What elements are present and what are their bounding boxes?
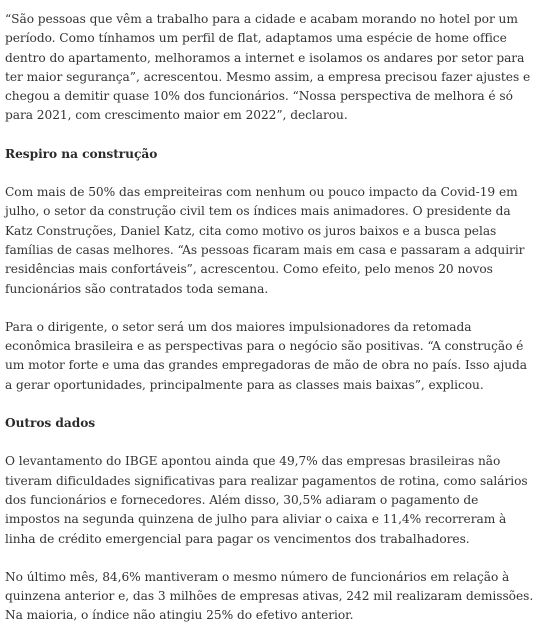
article-paragraph: No último mês, 84,6% mantiveram o mesmo número de funcionários em relação à quinzena anterior e, das 3 milhões de empresas ativas, 242 mil realizaram demissões. Na maioria, o índice não atingiu 25% do efetivo anterior.	[5, 569, 534, 623]
section-heading: Respiro na construção	[5, 146, 158, 161]
section-heading: Outros dados	[5, 416, 96, 431]
article-paragraph: Com mais de 50% das empreiteiras com nenhum ou pouco impacto da Covid-19 em julho, o setor da construção civil tem os índices mais animadores. O presidente da Katz Construções, Daniel Katz, cita como motivo os juros baixos e a busca pelas famílias de casas melhores. “As pessoas ficaram mais em casa e passaram a adquirir residências mais confortáveis”, acrescentou. Como efeito, pelo menos 20 novos funcionários são contratados toda semana.	[5, 185, 525, 296]
article-body	[5, 0, 535, 626]
article-paragraph: O levantamento do IBGE apontou ainda que 49,7% das empresas brasileiras não tiveram dificuldades significativas para realizar pagamentos de rotina, como salários dos funcionários e fornecedores. Além disso, 30,5% adiaram o pagamento de impostos na segunda quinzena de julho para aliviar o caixa e 11,4% recorreram à linha de crédito emergencial para pagar os vencimentos dos trabalhadores.	[5, 454, 528, 546]
article-paragraph: “São pessoas que vêm a trabalho para a cidade e acabam morando no hotel por um período. Como tínhamos um perfil de flat, adaptamos uma espécie de home office dentro do apartamento, melhoramos a internet e isolamos os andares por setor para ter maior segurança”, acrescentou. Mesmo assim, a empresa precisou fazer ajustes e chegou a demitir quase 10% dos funcionários. “Nossa perspectiva de melhora é só para 2021, com crescimento maior em 2022”, declarou.	[5, 12, 531, 123]
article-paragraph: Para o dirigente, o setor será um dos maiores impulsionadores da retomada econômica brasileira e as perspectivas para o negócio são positivas. “A construção é um motor forte e uma das grandes empregadoras de mão de obra no país. Isso ajuda a gerar oportunidades, principalmente para as classes mais baixas”, explicou.	[5, 319, 527, 392]
